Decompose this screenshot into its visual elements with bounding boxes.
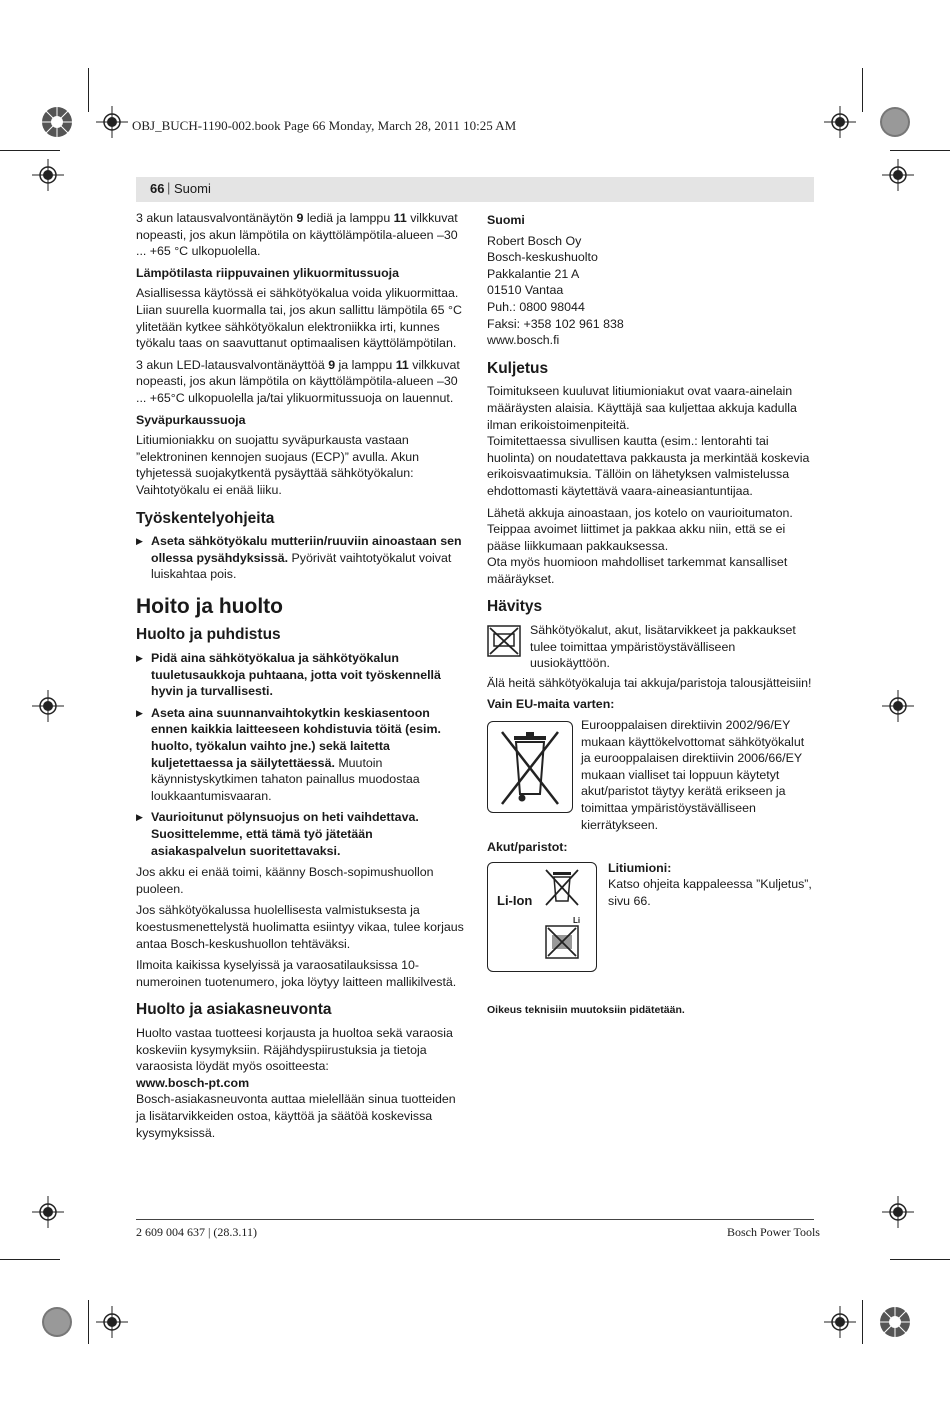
crosshair-icon (882, 159, 914, 191)
phone-line: Puh.: 0800 98044 (487, 299, 585, 314)
batteries-block (487, 860, 814, 972)
disposal-text: Sähkötyökalut, akut, lisätarvikkeet ja pakkaukset tulee toimittaa ympäristöystävälliseen uusiokäyttöön. (530, 623, 796, 671)
paragraph: Asiallisessa käytössä ei sähkötyökalua voida ylikuormittaa. Liian suurella kuormalla tai, jos akun sallittu lämpötila 65 °C ylitetään kytkee sähkötyökalun elektroniikka irti, kunnes työkalu taas on saavuttanut optimaalisen käyttölämpötilan. (136, 286, 462, 351)
batteries-heading: Akut/paristot: (487, 840, 568, 855)
paragraph: Ilmoita kaikissa kyselyissä ja varaosatilauksissa 10-numeroinen tuotenumero, joka löytyy laitteen mallikilvestä. (136, 958, 457, 989)
paragraph: Toimitettaessa sivullisen kautta (esim.: lentorahti tai huolinta) on noudatettava pakkausta ja merkintää koskevia erikoisvaatimuksia. Tällöin on lähetyksen valmistelussa ehdottomasti käytettävä vaara-aineasiantuntijaa. (487, 434, 810, 498)
paragraph: Lähetä akkuja ainoastaan, jos kotelo on vaurioitumaton. Teippaa avoimet liittimet ja pakkaa akku niin, että se ei pääse liikkumaan pakkauksessa. (487, 505, 793, 553)
eu-text: Eurooppalaisen direktiivin 2002/96/EY mukaan käyttökelvottomat sähkötyökalut ja eurooppalaisen direktiivin 2006/66/EY mukaan vialliset tai loppuun käytetyt akut/paristot täytyy kerätä erikseen ja toimittaa ympäristöystävälliseen kierrätykseen. (581, 718, 805, 832)
crosshair-icon (96, 1306, 128, 1338)
right-column (487, 210, 814, 1018)
registration-mark-icon (878, 1305, 912, 1339)
registration-mark-icon (40, 1305, 74, 1339)
page-number: 66 (150, 181, 165, 196)
service-url[interactable]: www.bosch-pt.com (136, 1075, 250, 1090)
paragraph: Älä heitä sähkötyökaluja tai akkuja/paristoja talousjätteisiin! (487, 675, 812, 690)
paragraph: Litiumioniakku on suojattu syväpurkausta vastaan ”elektroninen kennojen suojaus (ECP)” avulla. Akun tyhjetessä suojakytkentä pysäyttää sähkötyökalun: Vaihtotyökalu ei enää liiku. (136, 433, 420, 497)
crop-mark (890, 150, 950, 151)
footer-brand: Bosch Power Tools (727, 1225, 820, 1239)
crosshair-icon (824, 106, 856, 138)
crop-mark (890, 1259, 950, 1260)
paragraph: Ota myös huomioon mahdolliset tarkemmat kansalliset määräykset. (487, 555, 788, 586)
heading-disposal: Hävitys (487, 598, 543, 616)
subheading-deep-discharge: Syväpurkaussuoja (136, 412, 246, 427)
paragraph: Toimitukseen kuuluvat litiumioniakut ovat vaara-ainelain määräysten alaisia. Käyttäjä saa kuljettaa akkuja kadulla ilman erikoistoimenpiteitä. (487, 384, 797, 432)
liion-text: Katso ohjeita kappaleessa ”Kuljetus”, sivu 66. (608, 877, 812, 908)
heading-cleaning: Huolto ja puhdistus (136, 626, 281, 644)
registration-mark-icon (40, 105, 74, 139)
country-heading: Suomi (487, 213, 525, 227)
crosshair-icon (32, 1196, 64, 1228)
eu-heading: Vain EU-maita varten: (487, 697, 615, 712)
crossed-bin-icon (542, 867, 582, 911)
registration-mark-icon (878, 105, 912, 139)
address-line: Robert Bosch Oy (487, 233, 582, 248)
fax-line: Faksi: +358 102 961 838 (487, 316, 624, 331)
book-info-line: OBJ_BUCH-1190-002.book Page 66 Monday, March 28, 2011 10:25 AM (132, 118, 517, 133)
heading-maintenance: Hoito ja huolto (136, 594, 283, 618)
crop-mark (0, 150, 60, 151)
header-separator: | (167, 180, 171, 195)
disposal-block (487, 622, 814, 672)
bullet-item: ▶ Aseta sähkötyökalu mutteriin/ruuviin ainoastaan sen ollessa pysähdyksissä. Pyörivät vaihtotyökalut voivat luiskahtaa pois. (136, 533, 464, 583)
left-column (136, 210, 464, 1141)
paragraph: 3 akun latausvalvontänäytön 9 lediä ja lamppu 11 vilkkuvat nopeasti, jos akun lämpötila on käyttölämpötila-alueen –30 ... +65 °C ulkopuolella. (136, 211, 458, 259)
page-header (136, 177, 814, 202)
footer-doc-number: 2 609 004 637 | (28.3.11) (136, 1225, 257, 1239)
address-line: 01510 Vantaa (487, 283, 564, 298)
crosshair-icon (32, 159, 64, 191)
crosshair-icon (824, 1306, 856, 1338)
paragraph: Huolto vastaa tuotteesi korjausta ja huoltoa sekä varaosia koskeviin kysymyksiin. Räjähdyspiirustuksia ja tietoja varaosista löydät myös osoitteesta: www.bosch-pt.com Bosch-asiakasneuvonta auttaa mielellään sinua tuotteiden ja lisätarvikkeiden ostoa, käyttöä ja säätöä koskevissa kysymyksissä. (136, 1025, 456, 1140)
li-small-label: Li (573, 915, 581, 925)
address-line: Bosch-keskushuolto (487, 250, 598, 265)
paragraph: 3 akun LED-latausvalvontänäyttöä 9 ja lamppu 11 vilkkuvat nopeasti, jos akun lämpötila on käyttölämpötila-alueen –30 ... +65°C ulkopuolella ja/tai ylikuormitussuoja on lauennut. (136, 357, 460, 405)
paragraph: Jos sähkötyökalussa huolellisesta valmistuksesta ja koestusmenettelystä huolimatta esiintyy vikaa, tulee korjaus antaa Bosch-keskushuollon tehtäväksi. (136, 903, 464, 951)
heading-transport: Kuljetus (487, 359, 549, 377)
eu-block (487, 717, 814, 833)
crop-mark (0, 1259, 60, 1260)
footer-rule (136, 1219, 814, 1220)
recycle-battery-icon (545, 925, 579, 959)
weee-symbol-box (487, 721, 573, 813)
bullet-item: ▶ Vaurioitunut pölynsuojus on heti vaihdettava. Suosittelemme, että tämä työ jätetään asiakaspalvelun suoritettavaksi. (136, 809, 464, 859)
li-ion-label: Li-Ion (497, 892, 533, 908)
crossed-bin-icon (488, 722, 572, 812)
crop-mark (862, 68, 863, 112)
li-ion-symbol-box (487, 862, 597, 972)
liion-heading: Litiumioni: (608, 860, 672, 875)
no-household-waste-icon (487, 625, 521, 657)
crop-mark (862, 1300, 863, 1344)
crop-mark (88, 68, 89, 112)
bullet-item: ▶ Pidä aina sähkötyökalua ja sähkötyökalun tuuletusaukkoja puhtaana, jotta voit työskennellä hyvin ja turvallisesti. (136, 650, 464, 700)
crosshair-icon (96, 106, 128, 138)
subheading-overload: Lämpötilasta riippuvainen ylikuormitussuoja (136, 265, 400, 280)
heading-service: Huolto ja asiakasneuvonta (136, 1001, 332, 1019)
crosshair-icon (32, 690, 64, 722)
bullet-item: ▶ Aseta aina suunnanvaihtokytkin keskiasentoon ennen kaikkia laitteeseen kohdistuvia töitä (esim. huolto, työkalun vaihto jne.) sekä laitetta kuljetettaessa ja säilytettäessä. Muutoin käynnistyskytkimen tahaton painallus muodostaa loukkaantumisvaaran. (136, 705, 464, 805)
crosshair-icon (882, 1196, 914, 1228)
section-title: Suomi (174, 181, 211, 196)
website-link[interactable]: www.bosch.fi (487, 333, 560, 348)
crop-mark (88, 1300, 89, 1344)
heading-work-advice: Työskentelyohjeita (136, 509, 275, 527)
paragraph: Jos akku ei enää toimi, käänny Bosch-sopimushuollon puoleen. (136, 865, 434, 896)
crosshair-icon (882, 690, 914, 722)
address-line: Pakkalantie 21 A (487, 266, 580, 281)
change-notice: Oikeus teknisiin muutoksiin pidätetään. (487, 1003, 685, 1016)
